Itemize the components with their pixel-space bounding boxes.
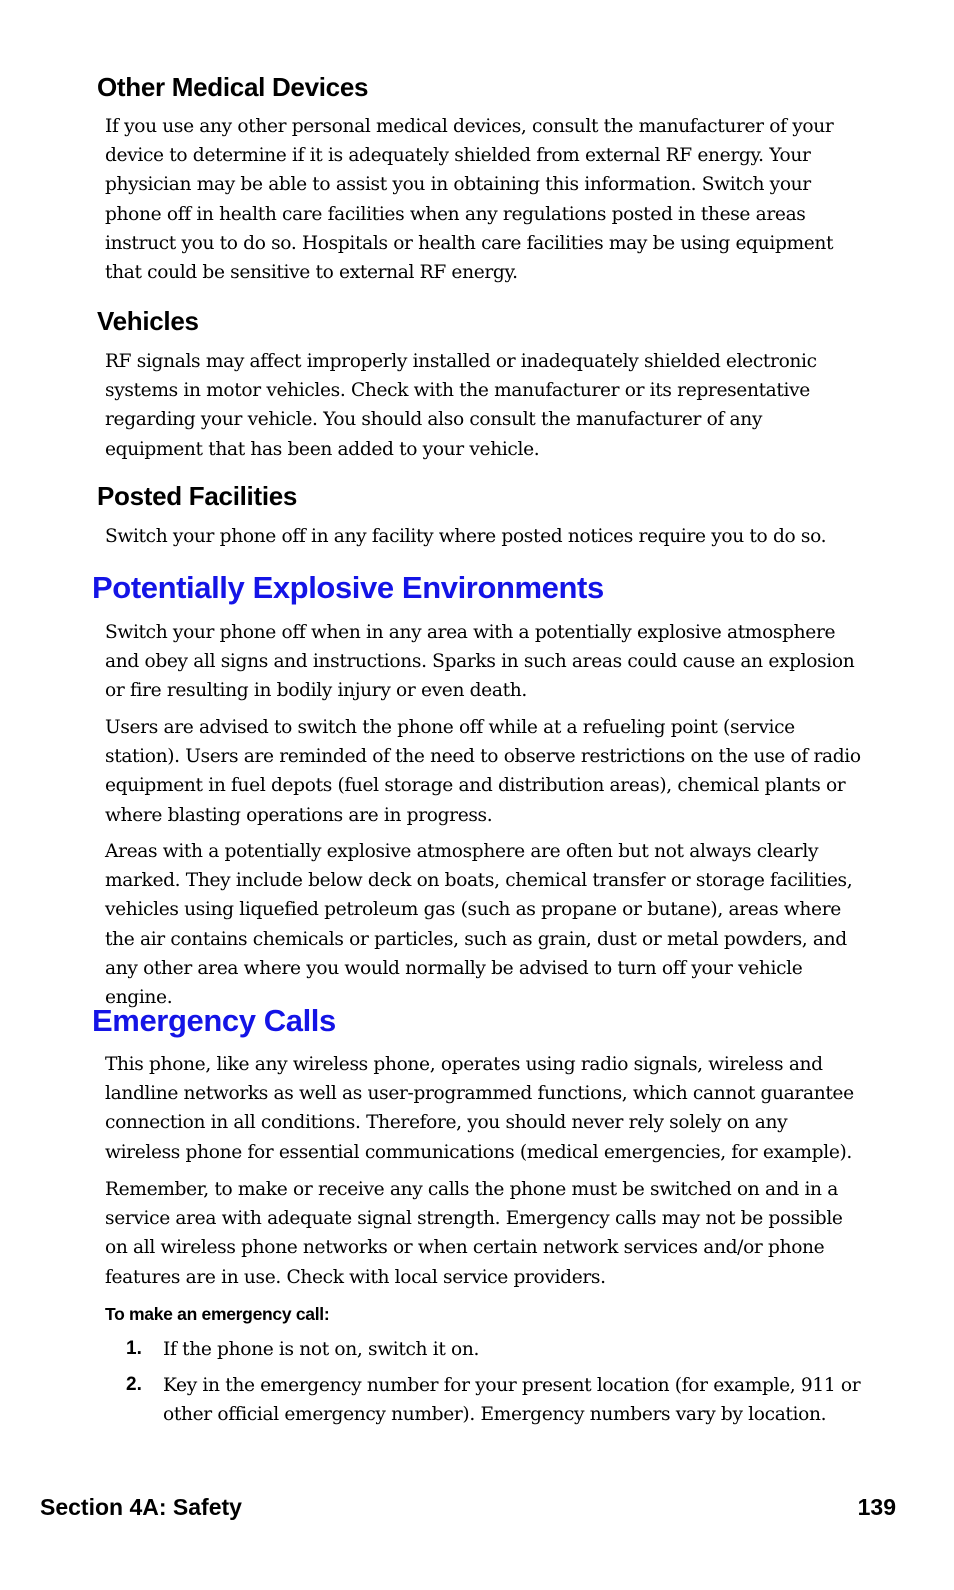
paragraph-posted-facilities: Switch your phone off in any facility where posted notices require you to do so. [105, 526, 827, 547]
paragraph-explosive-3: Areas with a potentially explosive atmosphere are often but not always clearly marked. They include below deck on boats, chemical transfer or storage facilities, vehicles using liquefied petroleum gas (such as propane or butane), areas where the air contains chemicals or particles, such as grain, dust or metal powders, and any other area where you would normally be advised to turn off your vehicle engine. [105, 841, 853, 1009]
paragraph-emergency-1: This phone, like any wireless phone, operates using radio signals, wireless and landline networks as well as user-programmed functions, which cannot guarantee connection in all conditions. Therefore, you should never rely solely on any wireless phone for essential communications (medical emergencies, for example). [105, 1054, 854, 1163]
step-text: If the phone is not on, switch it on. [163, 1339, 480, 1360]
heading-potentially-explosive-environments: Potentially Explosive Environments [92, 570, 604, 605]
subheading-make-emergency-call: To make an emergency call: [105, 1304, 330, 1324]
heading-emergency-calls: Emergency Calls [92, 1003, 336, 1038]
heading-other-medical-devices: Other Medical Devices [97, 72, 369, 102]
heading-vehicles: Vehicles [97, 306, 199, 336]
step-text: Key in the emergency number for your present location (for example, 911 or other official emergency number). Emergency numbers vary by location. [163, 1375, 861, 1426]
step-number: 1. [126, 1338, 142, 1359]
paragraph-other-medical-devices: If you use any other personal medical devices, consult the manufacturer of your device to determine if it is adequately shielded from external RF energy. Your physician may be able to assist you in obtaining this information. Switch your phone off in health care facilities when any regulations posted in these areas instruct you to do so. Hospitals or health care facilities may be using equipment that could be sensitive to external RF energy. [105, 116, 834, 284]
footer-section-label: Section 4A: Safety [40, 1494, 242, 1520]
step-number: 2. [126, 1374, 142, 1395]
footer-page-number: 139 [857, 1494, 896, 1520]
paragraph-emergency-2: Remember, to make or receive any calls the phone must be switched on and in a service area with adequate signal strength. Emergency calls may not be possible on all wireless phone networks or when certain network services and/or phone features are in use. Check with local service providers. [105, 1179, 843, 1288]
paragraph-vehicles: RF signals may affect improperly installed or inadequately shielded electronic systems in motor vehicles. Check with the manufacturer or its representative regarding your vehicle. You should also consult the manufacturer of any equipment that has been added to your vehicle. [105, 351, 817, 460]
paragraph-explosive-1: Switch your phone off when in any area with a potentially explosive atmosphere and obey all signs and instructions. Sparks in such areas could cause an explosion or fire resulting in bodily injury or even death. [105, 622, 855, 702]
heading-posted-facilities: Posted Facilities [97, 481, 298, 511]
paragraph-explosive-2: Users are advised to switch the phone off while at a refueling point (service station). Users are reminded of the need to observe restrictions on the use of radio equipment in fuel depots (fuel storage and distribution areas), chemical plants or where blasting operations are in progress. [105, 717, 861, 826]
